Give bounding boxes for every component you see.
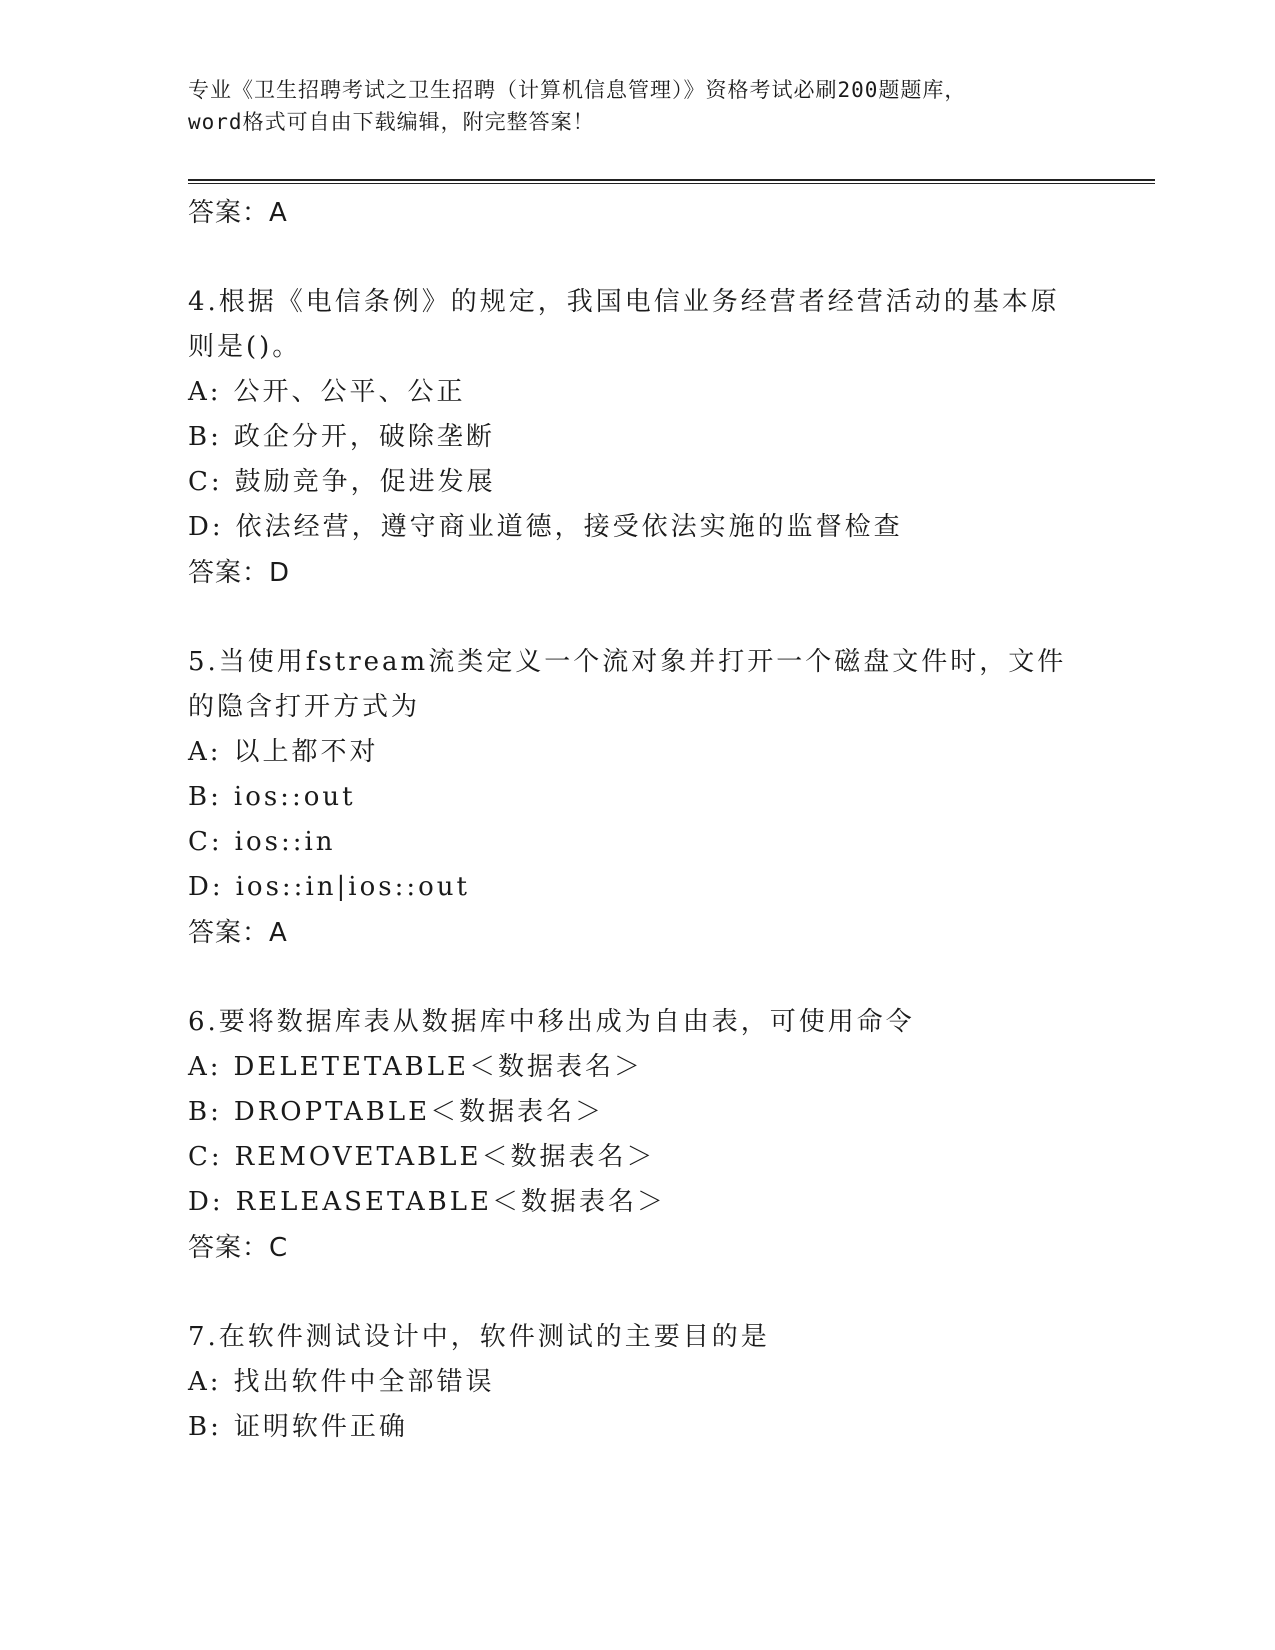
question-block bbox=[188, 640, 1088, 956]
option-item bbox=[188, 1405, 1088, 1450]
option-item bbox=[188, 460, 1088, 505]
option-key: A: bbox=[188, 737, 222, 767]
option-item bbox=[188, 505, 1088, 550]
option-text: RELEASETABLE＜数据表名＞ bbox=[235, 1187, 667, 1217]
option-item bbox=[188, 415, 1088, 460]
option-key: A: bbox=[188, 377, 222, 407]
question-list bbox=[188, 190, 1088, 1450]
option-text: REMOVETABLE＜数据表名＞ bbox=[234, 1142, 656, 1172]
question-text: 则是()。 bbox=[188, 332, 302, 362]
option-item bbox=[188, 820, 1088, 865]
option-text: ios::out bbox=[233, 782, 356, 812]
answer-line: 答案：D bbox=[188, 558, 291, 588]
option-item bbox=[188, 775, 1088, 820]
question-block bbox=[188, 1315, 1088, 1450]
option-text: 政企分开，破除垄断 bbox=[233, 422, 495, 452]
option-item bbox=[188, 1090, 1088, 1135]
option-text: ios::in|ios::out bbox=[235, 872, 470, 902]
option-item bbox=[188, 1045, 1088, 1090]
option-text: DROPTABLE＜数据表名＞ bbox=[233, 1097, 605, 1127]
question-text: 7.在软件测试设计中，软件测试的主要目的是 bbox=[188, 1322, 770, 1352]
question-text: 6.要将数据库表从数据库中移出成为自由表，可使用命令 bbox=[188, 1007, 915, 1037]
header-line-2: word格式可自由下载编辑，附完整答案！ bbox=[188, 110, 595, 134]
question-text: 4.根据《电信条例》的规定，我国电信业务经营者经营活动的基本原 bbox=[188, 287, 1060, 317]
option-item bbox=[188, 1360, 1088, 1405]
option-item bbox=[188, 730, 1088, 775]
option-item bbox=[188, 1135, 1088, 1180]
option-key: A: bbox=[188, 1367, 222, 1397]
question-block bbox=[188, 280, 1088, 596]
option-key: C: bbox=[188, 1142, 223, 1172]
document-header bbox=[188, 74, 1088, 138]
option-key: C: bbox=[188, 467, 223, 497]
option-key: B: bbox=[188, 1412, 222, 1442]
option-item bbox=[188, 1180, 1088, 1225]
option-text: ios::in bbox=[234, 827, 336, 857]
header-rule-thick bbox=[188, 179, 1155, 181]
option-text: 证明软件正确 bbox=[233, 1412, 408, 1442]
option-key: D: bbox=[188, 512, 224, 542]
header-line-1: 专业《卫生招聘考试之卫生招聘（计算机信息管理）》资格考试必刷200题题库， bbox=[188, 78, 967, 102]
question-text: 5.当使用fstream流类定义一个流对象并打开一个磁盘文件时，文件 bbox=[188, 647, 1067, 677]
option-item bbox=[188, 370, 1088, 415]
option-item bbox=[188, 865, 1088, 910]
header-rule-thin bbox=[188, 183, 1155, 184]
option-key: B: bbox=[188, 1097, 222, 1127]
option-text: 依法经营，遵守商业道德，接受依法实施的监督检查 bbox=[235, 512, 903, 542]
question-block bbox=[188, 1000, 1088, 1271]
question-text: 的隐含打开方式为 bbox=[188, 692, 421, 722]
option-key: B: bbox=[188, 422, 222, 452]
option-text: 以上都不对 bbox=[233, 737, 379, 767]
option-text: 公开、公平、公正 bbox=[233, 377, 466, 407]
option-key: D: bbox=[188, 1187, 224, 1217]
questions-container bbox=[188, 280, 1088, 1450]
option-key: B: bbox=[188, 782, 222, 812]
option-key: A: bbox=[188, 1052, 222, 1082]
option-text: 鼓励竞争，促进发展 bbox=[234, 467, 496, 497]
option-text: 找出软件中全部错误 bbox=[233, 1367, 495, 1397]
answer-line: 答案：A bbox=[188, 198, 288, 228]
answer-line: 答案：C bbox=[188, 1233, 289, 1263]
option-key: D: bbox=[188, 872, 224, 902]
option-text: DELETETABLE＜数据表名＞ bbox=[233, 1052, 643, 1082]
option-key: C: bbox=[188, 827, 223, 857]
answer-line: 答案：A bbox=[188, 918, 288, 948]
